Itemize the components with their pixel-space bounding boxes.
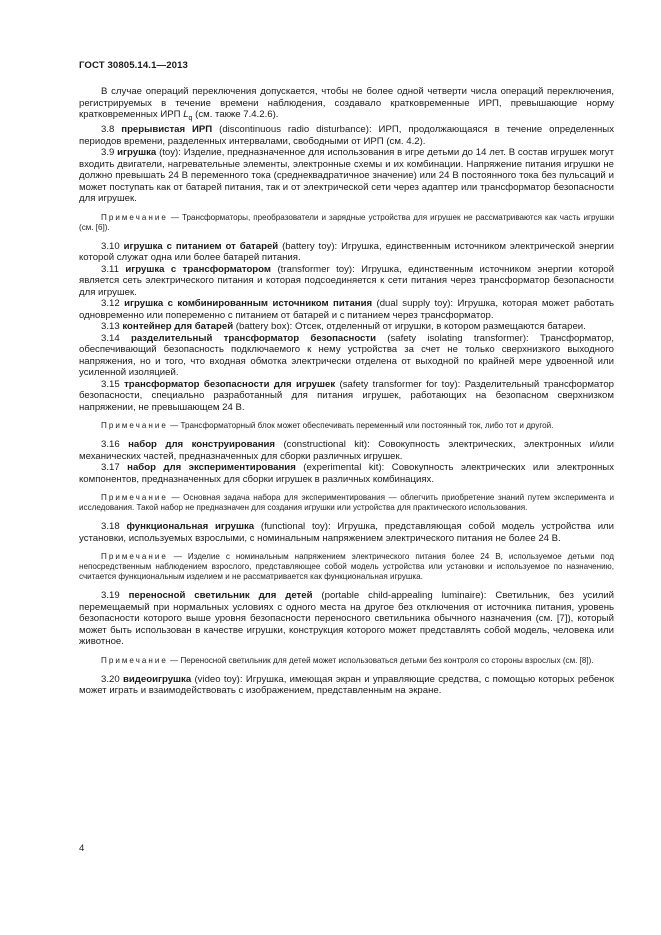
- definition-3-15: 3.15 трансформатор безопасности для игрушек (safety transformer for toy): Разделительный трансформатор безопасности, специально разработанный для питания игрушек, работающих на безопасном сверхнизком напряжении, не превышающем 24 В.: [79, 378, 615, 413]
- page-content: [79, 86, 614, 697]
- definition-3-16: 3.16 набор для конструирования (constructional kit): Совокупность электрических, электронных и/или механических частей, предназначенных для сборки различных игрушек.: [79, 439, 614, 462]
- symbol-l: L: [183, 109, 189, 120]
- definition-3-20: 3.20 видеоигрушка (video toy): Игрушка, имеющая экран и управляющие средства, с помощью которых ребенок может играть и взаимодействовать с изображением, представленным на экране.: [79, 673, 614, 697]
- definition-3-13: 3.13 контейнер для батарей (battery box): Отсек, отделенный от игрушки, в котором размещаются батареи.: [101, 321, 586, 333]
- definition-3-18: 3.18 функциональная игрушка (functional toy): Игрушка, представляющая собой модель устройства или установки, используемых взрослыми, с номинальным напряжением электрического питания не более 24 В.: [79, 521, 615, 544]
- note-label: Примечание: [101, 493, 168, 503]
- note-label: Примечание: [101, 212, 168, 222]
- note-label: Примечание: [101, 655, 168, 665]
- symbol-subscript: q: [188, 114, 193, 122]
- page-header: ГОСТ 30805.14.1—2013: [79, 60, 188, 71]
- definition-3-14: 3.14 разделительный трансформатор безопасности (safety isolating transformer): Трансформатор, обеспечивающий безопасность подключаемого к нему устройства за счет не только сверхнизкого выходного напряжения, но и того, что входная обмотка электрически отделена от выходной по крайней мере удвоенной или усиленной изоляцией.: [79, 332, 614, 379]
- note-5: Примечание — Переносной светильник для детей может использоваться детьми без контроля со стороны взрослых (см. [8]).: [101, 655, 594, 665]
- note-3: Примечание — Основная задача набора для экспериментирования — облегчить приобретение знаний путем эксперимента и исследования. Такой набор не предназначен для создания игрушки или устройства для практического использования.: [79, 493, 614, 513]
- definition-3-10: 3.10 игрушка с питанием от батарей (battery toy): Игрушка, единственным источником электрической энергии которой служат одна или более батарей питания.: [79, 240, 615, 264]
- definition-3-17: 3.17 набор для экспериментирования (experimental kit): Совокупность электрических или электронных компонентов, предназначенных для сборки игрушек в различных комбинациях.: [79, 462, 614, 485]
- definition-3-12: 3.12 игрушка с комбинированным источником питания (dual supply toy): Игрушка, которая может работать одновременно или попеременно с питанием от батарей и с питанием через трансформатор.: [79, 298, 614, 321]
- definition-3-9: 3.9 игрушка (toy): Изделие, предназначенное для использования в игре детьми до 14 лет. В состав игрушек могут входить двигатели, нагревательные элементы, электронные схемы и их комбинации. Напряжение питания игрушки не должно превышать 24 В переменного тока (среднеквадратичное значение) или 24 В постоянного тока без пульсаций и может поступать как от батарей питания, так и от электрической сети через адаптер или трансформатор безопасности для игрушек.: [79, 147, 614, 205]
- note-4: Примечание — Изделие с номинальным напряжением электрического питания более 24 В, используемое детьми под непосредственным наблюдением взрослого, представляющее собой модель устройства или установки и используемое по назначению, считается функциональным изделием и не рассматривается как функциональная игрушка.: [79, 552, 614, 582]
- note-1: Примечание — Трансформаторы, преобразователи и зарядные устройства для игрушек не рассматриваются как часть игрушки (см. [6]).: [79, 212, 614, 232]
- definition-3-19: 3.19 переносной светильник для детей (portable child-appealing luminaire): Светильник, без усилий перемещаемый при нормальных условиях с одного места на другое без отключения от источника питания, уровень безопасности которого выше уровня безопасности переносного светильника обычного назначения (см. [7]), который может быть использован в качестве игрушки, конструкция которого может представлять собой модель, человека или животное.: [79, 590, 615, 648]
- definition-3-8: 3.8 прерывистая ИРП (discontinuous radio disturbance): ИРП, продолжающаяся в течение определенных периодов времени, разделенных интервалами, свободными от ИРП (см. 4.2).: [79, 124, 614, 147]
- note-2: Примечание — Трансформаторный блок может обеспечивать переменный или постоянный ток, либо тот и другой.: [101, 421, 554, 431]
- definition-3-11: 3.11 игрушка с трансформатором (transformer toy): Игрушка, единственным источником энергии которой является сеть электрического питания и которая подсоединяется к сети питания через трансформатор безопасности для игрушек.: [79, 263, 615, 298]
- note-label: Примечание: [101, 552, 168, 562]
- note-label: Примечание: [101, 421, 168, 431]
- page-number: 4: [79, 843, 85, 854]
- intro-paragraph: В случае операций переключения допускается, чтобы не более одной четверти числа операций переключения, регистрируемых в течение времени наблюдения, создавало кратковременные ИРП, превышающие норму кратковременных ИРП $L_q$ (см. также 7.4.2.6).: [79, 86, 614, 122]
